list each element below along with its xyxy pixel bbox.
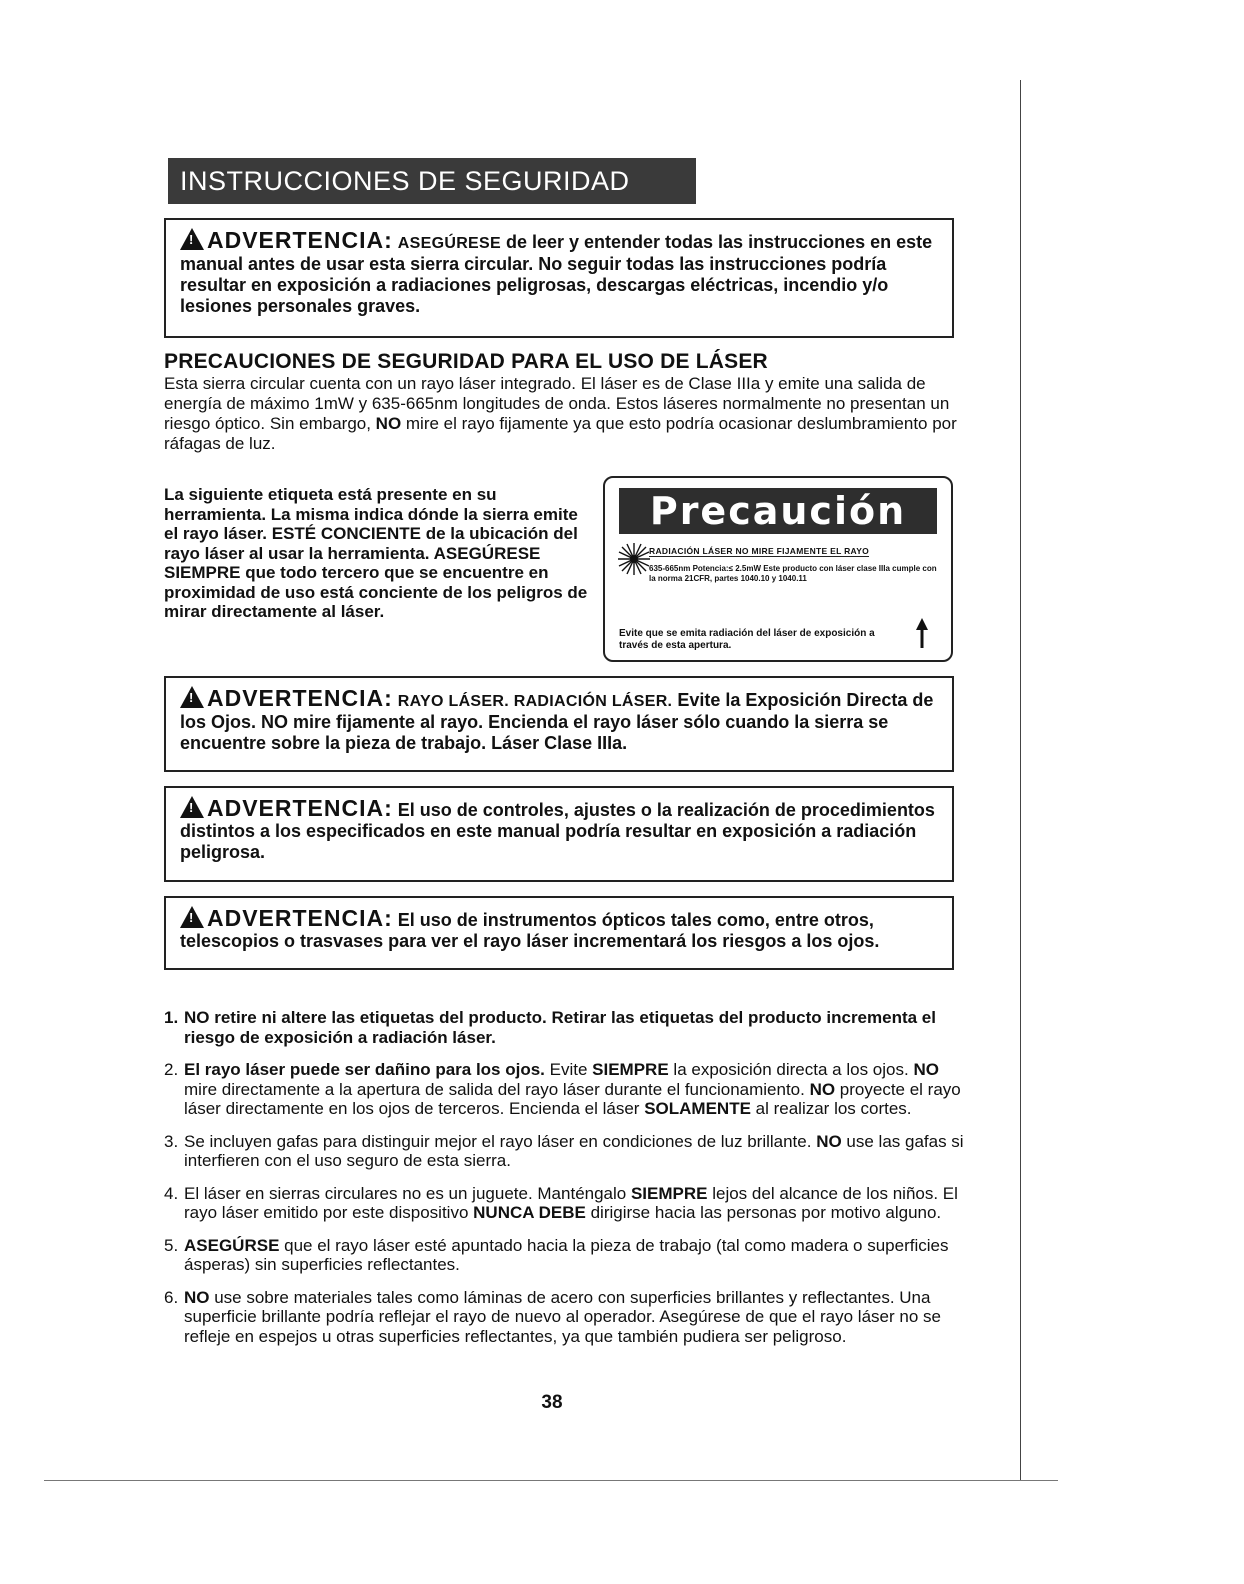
label-spec-line: 635-665nm Potencia:≤ 2.5mW Este producto con láser clase IIIa cumple con la norma 21CFR, partes 1040.10 y 1040.11 [649,564,937,583]
list-number: 5. [164,1235,179,1255]
list-emphasis: SOLAMENTE [644,1099,751,1118]
list-text: Se incluyen gafas para distinguir mejor el rayo láser en condiciones de luz brillante. [184,1131,817,1151]
list-text: Evite [544,1060,593,1079]
caution-label [603,476,953,662]
laser-section-heading: PRECAUCIONES DE SEGURIDAD PARA EL USO DE LÁSER [164,350,768,373]
warning-title: ADVERTENCIA: [207,685,393,711]
label-note-paragraph: La siguiente etiqueta está presente en su herramienta. La misma indica dónde la sierra emite el rayo láser. ESTÉ CONCIENTE de la ubicación del rayo láser al usar la herramienta. ASEGÚRESE SIEMPRE que todo tercero que se encuentre en proximidad de uso está conciente de los peligros de mirar directamente al láser. [164,485,588,621]
list-text: la exposición directa a los ojos. [668,1060,914,1079]
list-emphasis: NO [816,1131,842,1151]
list-number: 1. [164,1008,179,1027]
laser-burst-icon [617,542,651,576]
warning-box-optical-instruments [164,896,954,970]
list-item [164,1288,964,1347]
warning-triangle-icon [180,796,204,818]
list-item [164,1060,964,1119]
warning-text: El uso de instrumentos ópticos tales como, entre otros, telescopios o trasvases para ver el rayo láser incrementará los riesgos a los ojos. [180,910,880,951]
list-text: El láser en sierras circulares no es un juguete. Manténgalo [184,1183,631,1203]
page-number: 38 [541,1392,563,1413]
warning-box-laser-radiation [164,676,954,772]
list-emphasis: NO [809,1079,836,1099]
paragraph-text: mire el rayo fijamente ya que esto podría ocasionar deslumbramiento por ráfagas de luz. [164,414,957,453]
list-number: 6. [164,1287,179,1307]
list-emphasis: ASEGÚRSE [184,1235,280,1255]
warning-lead: ASEGÚRESE [397,235,501,252]
list-text: lejos del alcance de los niños. El rayo láser emitido por este dispositivo [184,1183,958,1222]
list-item [164,1236,964,1275]
scan-edge-line [1020,80,1021,1480]
list-item [164,1184,964,1223]
warning-box-controls [164,786,954,882]
warning-triangle-icon [180,906,204,928]
caution-banner: Precaución [619,488,937,534]
label-aperture-line: Evite que se emita radiación del láser de exposición a través de esta apertura. [619,628,875,651]
list-number: 2. [164,1060,179,1079]
list-number: 3. [164,1131,179,1151]
paragraph-text: Esta sierra circular cuenta con un rayo láser integrado. El láser es de Clase IIIa y emite una salida de energía de máximo 1mW y 635-665nm longitudes de onda. Estos láseres normalmente no presentan un riesgo óptico. Sin embargo, [164,374,950,433]
warning-text: de leer y entender todas las instrucciones en este manual antes de usar esta sierra circular. No seguir todas las instrucciones podría resultar en exposición a radiaciones peligrosas, descargas eléctricas, incendio y/o lesiones personales graves. [180,232,933,316]
warning-triangle-icon [180,228,204,250]
list-emphasis: NUNCA DEBE [473,1203,586,1222]
warning-triangle-icon [180,686,204,708]
laser-safety-list [164,1008,964,1359]
warning-text: Evite la Exposición Directa de los Ojos. NO mire fijamente al rayo. Encienda el rayo láser sólo cuando la sierra se encuentre sobre la pieza de trabajo. Láser Clase IIIa. [180,690,934,753]
scan-edge-line [44,1480,1058,1481]
list-text: dirigirse hacia las personas por motivo alguno. [585,1203,942,1222]
warning-title: ADVERTENCIA: [207,227,393,253]
arrow-up-icon [915,618,929,648]
section-header: INSTRUCCIONES DE SEGURIDAD [168,158,696,204]
list-emphasis: NO [184,1287,210,1307]
warning-text: El uso de controles, ajustes o la realización de procedimientos distintos a los especificados en este manual podría resultar en exposición a radiación peligrosa. [180,800,935,862]
list-emphasis: SIEMPRE [630,1183,708,1203]
warning-box-read-instructions [164,218,954,338]
list-text: use las gafas si interfieren con el uso seguro de esta sierra. [184,1131,964,1170]
list-text: use sobre materiales tales como láminas de acero con superficies brillantes y reflectantes. Una superficie brillante podría reflejar el rayo de nuevo al operador. Asegúrese de que el rayo láser no se refleje en espejos u otras superficies reflectantes, ya que también pudiera ser peligroso. [184,1287,941,1346]
list-item [164,1132,964,1171]
list-text: al realizar los cortes. [750,1099,912,1118]
list-number: 4. [164,1183,179,1203]
warning-lead: RAYO LÁSER. RADIACIÓN LÁSER. [397,693,673,710]
laser-section-paragraph [164,374,964,454]
list-emphasis: El rayo láser puede ser dañino para los ojos. [184,1060,545,1079]
list-text: que el rayo láser esté apuntado hacia la pieza de trabajo (tal como madera o superficies ásperas) sin superficies reflectantes. [184,1235,949,1274]
warning-title: ADVERTENCIA: [207,905,393,931]
list-emphasis: NO [913,1060,939,1079]
paragraph-emphasis: NO [375,414,402,433]
list-item [164,1008,964,1047]
list-text: NO retire ni altere las etiquetas del producto. Retirar las etiquetas del producto incrementa el riesgo de exposición a radiación láser. [184,1008,936,1047]
warning-title: ADVERTENCIA: [207,795,393,821]
list-emphasis: SIEMPRE [592,1060,669,1079]
list-text: mire directamente a la apertura de salida del rayo láser durante el funcionamiento. [184,1079,810,1099]
list-text: proyecte el rayo láser directamente en los ojos de terceros. Encienda el láser [184,1079,961,1118]
label-warning-line: RADIACIÓN LÁSER NO MIRE FIJAMENTE EL RAYO [649,546,870,556]
